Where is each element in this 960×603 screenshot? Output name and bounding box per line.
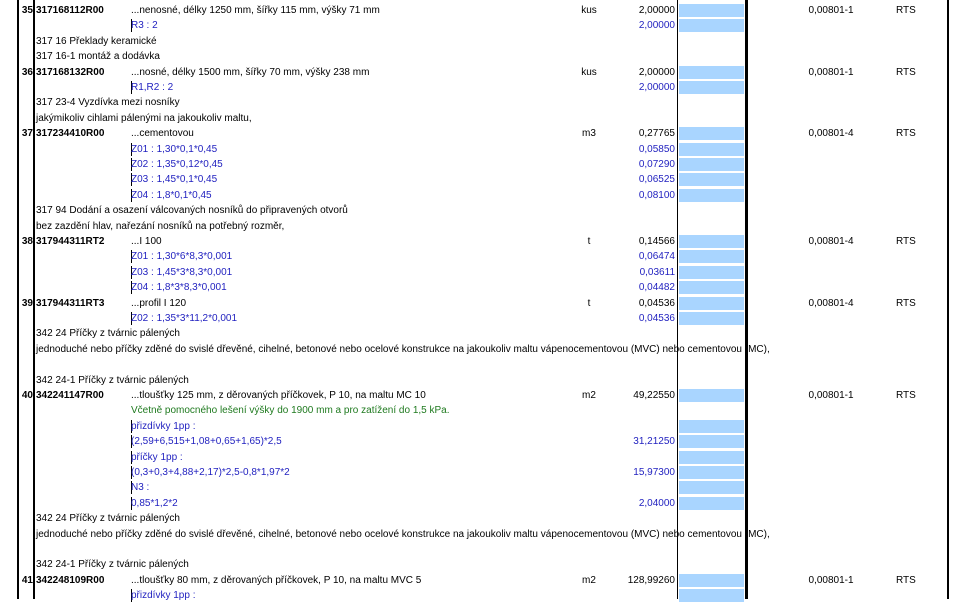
item-class: 801-1 <box>828 390 854 401</box>
item-number: 35 <box>21 5 33 16</box>
quantity-highlight <box>679 158 744 171</box>
table-row <box>0 249 960 264</box>
item-price: 0,00 <box>808 297 828 309</box>
measure-description: R1,R2 : 2 <box>131 82 174 93</box>
measure-description: Z03 : 1,45*3*8,3*0,001 <box>131 266 233 278</box>
item-description: ...tloušťky 125 mm, z děrovaných příčkovek, P 10, na maltu MC 10 <box>131 390 426 401</box>
section-row <box>0 203 960 218</box>
table-row <box>0 142 960 157</box>
item-unit: t <box>587 236 591 247</box>
measure-description: Z03 : 1,45*0,1*0,45 <box>131 174 218 186</box>
quantity-highlight <box>679 189 744 202</box>
quantity-highlight <box>679 4 744 17</box>
item-quantity: 0,14566 <box>638 236 675 247</box>
quantity-highlight <box>679 297 744 310</box>
section-row <box>0 219 960 234</box>
quantity-highlight <box>679 435 744 448</box>
table-row <box>0 496 960 511</box>
quantity-highlight <box>679 466 744 479</box>
item-description: ...nosné, délky 1500 mm, šířky 70 mm, výšky 238 mm <box>131 66 370 78</box>
measure-description: (0,3+0,3+4,88+2,17)*2,5-0,8*1,97*2 <box>131 467 290 478</box>
quantity-highlight <box>679 266 744 279</box>
item-rts: RTS <box>896 236 916 247</box>
item-price: 0,00 <box>808 128 828 140</box>
measure-quantity: 0,04536 <box>638 313 675 324</box>
item-unit: kus <box>581 5 597 16</box>
measure-quantity: 0,04482 <box>638 282 675 294</box>
item-quantity: 128,99260 <box>627 574 675 586</box>
table-row <box>0 172 960 187</box>
table-row <box>0 480 960 495</box>
section-row <box>0 557 960 572</box>
measure-description: Z02 : 1,35*3*11,2*0,001 <box>131 313 238 324</box>
table-row <box>0 18 960 33</box>
item-class: 801-1 <box>828 5 854 16</box>
section-text: bez zazdění hlav, nařezání nosníků na potřebný rozměr, <box>36 220 285 232</box>
item-code: 317944311RT2 <box>36 236 105 247</box>
quantity-highlight <box>679 389 744 402</box>
item-number: 37 <box>21 128 33 140</box>
quantity-highlight <box>679 19 744 32</box>
quantity-highlight <box>679 81 744 94</box>
item-quantity: 0,04536 <box>638 297 675 309</box>
section-text: 317 16-1 montáž a dodávka <box>36 51 160 63</box>
table-row <box>0 403 960 418</box>
section-text: 317 23-4 Vyzdívka mezi nosníky <box>36 97 180 109</box>
item-row <box>0 573 960 588</box>
item-class: 801-1 <box>828 66 854 78</box>
measure-quantity: 0,05850 <box>638 143 675 155</box>
quantity-highlight <box>679 66 744 79</box>
table-row <box>0 419 960 434</box>
quantity-highlight <box>679 127 744 140</box>
item-number: 38 <box>21 236 33 247</box>
quantity-highlight <box>679 312 744 325</box>
measure-quantity: 2,00000 <box>638 82 675 93</box>
item-row <box>0 234 960 249</box>
item-unit: kus <box>581 66 597 78</box>
item-code: 317944311RT3 <box>36 297 105 309</box>
measure-quantity: 0,08100 <box>638 189 675 201</box>
measure-quantity: 0,07290 <box>638 159 675 170</box>
item-row <box>0 126 960 141</box>
table-row <box>0 465 960 480</box>
item-unit: m2 <box>582 390 596 401</box>
item-code: 317168132R00 <box>36 66 105 78</box>
item-class: 801-4 <box>828 297 854 309</box>
section-row <box>0 111 960 126</box>
item-quantity: 2,00000 <box>638 5 675 16</box>
table-row <box>0 588 960 603</box>
table-row <box>0 542 960 557</box>
quantity-highlight <box>679 497 744 510</box>
item-row <box>0 296 960 311</box>
item-quantity: 49,22550 <box>633 390 675 401</box>
item-quantity: 2,00000 <box>638 66 675 78</box>
section-row <box>0 342 960 357</box>
measure-description: přizdívky 1pp : <box>131 590 196 602</box>
item-code: 317168112R00 <box>36 5 104 16</box>
section-row <box>0 511 960 526</box>
measure-quantity: 31,21250 <box>633 436 675 448</box>
quantity-highlight <box>679 420 744 433</box>
measure-quantity: 0,06525 <box>638 174 675 186</box>
measure-description: Z04 : 1,8*0,1*0,45 <box>131 189 212 201</box>
quantity-highlight <box>679 281 744 294</box>
quantity-highlight <box>679 574 744 587</box>
item-unit: m2 <box>582 574 596 586</box>
measure-description: příčky 1pp : <box>131 451 183 463</box>
section-text: 317 16 Překlady keramické <box>36 35 157 47</box>
item-number: 36 <box>21 66 33 78</box>
table-row <box>0 311 960 326</box>
item-number: 39 <box>21 297 33 309</box>
measure-quantity: 0,03611 <box>639 266 675 278</box>
section-row <box>0 95 960 110</box>
measure-description: R3 : 2 <box>131 20 158 32</box>
item-rts: RTS <box>896 297 916 309</box>
item-description: ...tloušťky 80 mm, z děrovaných příčkovek, P 10, na maltu MVC 5 <box>131 574 422 586</box>
section-text: 342 24 Příčky z tvárnic pálených <box>36 328 180 340</box>
item-class: 801-1 <box>828 574 854 586</box>
table-row <box>0 265 960 280</box>
section-row <box>0 34 960 49</box>
measure-description: Z01 : 1,30*6*8,3*0,001 <box>131 251 233 263</box>
item-rts: RTS <box>896 128 916 140</box>
item-unit: t <box>587 297 591 309</box>
item-description: ...cementovou <box>131 128 194 140</box>
section-text: jednoduché nebo příčky zděné do svislé dřevěné, cihelné, betonové nebo ocelové konstrukce na jakoukoliv maltu vápenocementovou (MVC) nebo cementovou (MC), <box>36 343 770 355</box>
item-rts: RTS <box>896 390 916 401</box>
item-price: 0,00 <box>808 66 828 78</box>
item-number: 41 <box>21 574 33 586</box>
quantity-highlight <box>679 173 744 186</box>
section-text: 317 94 Dodání a osazení válcovaných nosníků do připravených otvorů <box>36 205 348 217</box>
measure-quantity: 2,04000 <box>638 497 675 509</box>
measure-quantity: 2,00000 <box>638 20 675 32</box>
item-class: 801-4 <box>828 236 854 247</box>
item-row <box>0 65 960 80</box>
item-price: 0,00 <box>808 574 828 586</box>
item-code: 342241147R00 <box>36 390 104 401</box>
table-row <box>0 157 960 172</box>
item-description: ...profil I 120 <box>131 297 187 309</box>
item-unit: m3 <box>582 128 596 140</box>
item-description: ...I 100 <box>131 236 162 247</box>
section-row <box>0 326 960 341</box>
section-text: jakýmikoliv cihlami pálenými na jakoukoliv maltu, <box>36 112 252 124</box>
item-code: 317234410R00 <box>36 128 105 140</box>
item-rts: RTS <box>896 574 916 586</box>
item-class: 801-4 <box>828 128 854 140</box>
quantity-highlight <box>679 143 744 156</box>
item-number: 40 <box>21 390 33 401</box>
item-rts: RTS <box>896 5 916 16</box>
quantity-highlight <box>679 235 744 248</box>
section-row <box>0 527 960 542</box>
measure-description: N3 : <box>131 482 150 494</box>
table-row <box>0 80 960 95</box>
item-row <box>0 388 960 403</box>
section-row <box>0 49 960 64</box>
quantity-highlight <box>679 589 744 602</box>
item-note: Včetně pomocného lešení výšky do 1900 mm a pro zatížení do 1,5 kPa. <box>131 405 450 417</box>
table-row <box>0 188 960 203</box>
table-row <box>0 280 960 295</box>
item-price: 0,00 <box>808 390 828 401</box>
item-price: 0,00 <box>808 5 828 16</box>
item-rts: RTS <box>896 66 916 78</box>
measure-description: Z01 : 1,30*0,1*0,45 <box>131 143 218 155</box>
item-row <box>0 3 960 18</box>
table-row <box>0 357 960 372</box>
quantity-highlight <box>679 451 744 464</box>
item-quantity: 0,27765 <box>638 128 675 140</box>
quantity-highlight <box>679 481 744 494</box>
measure-description: (2,59+6,515+1,08+0,65+1,65)*2,5 <box>131 436 282 448</box>
item-description: ...nenosné, délky 1250 mm, šířky 115 mm, výšky 71 mm <box>131 5 380 16</box>
section-text: 342 24-1 Příčky z tvárnic pálených <box>36 559 189 571</box>
measure-quantity: 0,06474 <box>638 251 675 263</box>
section-row <box>0 373 960 388</box>
quantity-highlight <box>679 250 744 263</box>
measure-description: Z02 : 1,35*0,12*0,45 <box>131 159 223 170</box>
measure-description: přizdívky 1pp : <box>131 420 196 432</box>
section-text: 342 24 Příčky z tvárnic pálených <box>36 513 180 525</box>
section-text: 342 24-1 Příčky z tvárnic pálených <box>36 374 189 386</box>
measure-quantity: 15,97300 <box>633 467 675 478</box>
measure-description: Z04 : 1,8*3*8,3*0,001 <box>131 282 227 294</box>
measure-description: 0,85*1,2*2 <box>131 497 178 509</box>
item-code: 342248109R00 <box>36 574 105 586</box>
table-row <box>0 450 960 465</box>
section-text: jednoduché nebo příčky zděné do svislé dřevěné, cihelné, betonové nebo ocelové konstrukce na jakoukoliv maltu vápenocementovou (MVC) nebo cementovou (MC), <box>36 528 770 540</box>
table-row <box>0 434 960 449</box>
item-price: 0,00 <box>808 236 828 247</box>
